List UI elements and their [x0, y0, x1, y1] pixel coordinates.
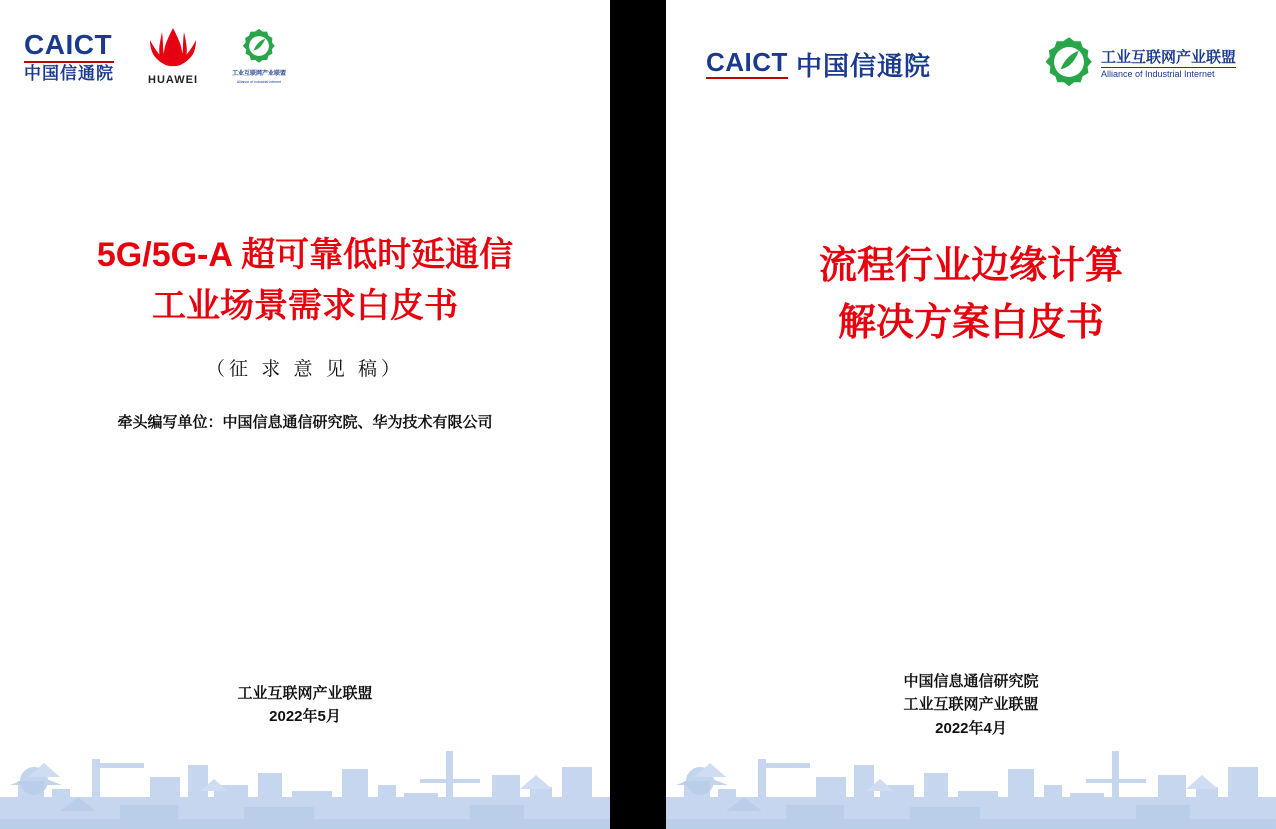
caict-logo-en: CAICT — [24, 28, 113, 60]
page2-title-block — [666, 238, 1276, 352]
huawei-flower-icon — [142, 26, 204, 72]
aii-logo-en: Alliance of Industrial Internet — [1100, 69, 1215, 80]
huawei-logo — [142, 26, 204, 86]
caict-logo — [24, 28, 114, 83]
aii-logo — [1043, 36, 1236, 93]
page2-logo-row — [706, 36, 1236, 93]
footer-line-3: 2022年4月 — [935, 719, 1007, 737]
caict-logo-rule — [24, 61, 114, 63]
page-subtitle: （征 求 意 见 稿） — [205, 359, 405, 380]
page1-title-block — [0, 230, 610, 432]
caict-logo-en: CAICT — [706, 46, 788, 77]
page1-footer-block — [0, 682, 610, 729]
skyline-decoration — [0, 719, 610, 829]
huawei-logo-label: HUAWEI — [148, 74, 198, 86]
page2-footer-block — [666, 670, 1276, 740]
aii-logo-en: Alliance of Industrial Internet — [236, 80, 282, 85]
footer-line-1: 中国信息通信研究院 — [903, 673, 1039, 690]
page-title-line-2: 工业场景需求白皮书 — [152, 287, 458, 325]
aii-logo-text — [1101, 49, 1236, 80]
caict-logo-rule — [706, 77, 788, 79]
footer-line-1: 工业互联网产业联盟 — [237, 685, 373, 702]
aii-logo-cn: 工业互联网产业联盟 — [232, 70, 287, 77]
aii-logo-cn: 工业互联网产业联盟 — [1100, 49, 1236, 67]
document-page-1 — [0, 0, 610, 829]
page-byline: 牵头编写单位：中国信息通信研究院、华为技术有限公司 — [117, 414, 493, 431]
aii-logo — [232, 28, 286, 85]
page1-logo-row — [24, 26, 286, 86]
aii-gear-icon — [241, 28, 277, 69]
aii-logo-rule — [1101, 67, 1236, 68]
caict-logo — [706, 46, 931, 83]
aii-logo-text — [232, 71, 286, 85]
caict-logo-cn: 中国信通院 — [24, 63, 114, 83]
page-title-line-2: 解决方案白皮书 — [837, 302, 1104, 344]
aii-gear-icon — [1043, 36, 1095, 93]
footer-line-2: 2022年5月 — [269, 708, 341, 726]
document-page-2 — [666, 0, 1276, 829]
caict-logo-cn: 中国信通院 — [795, 51, 931, 81]
page-title-line-1: 5G/5G-A 超可靠低时延通信 — [96, 236, 514, 274]
caict-logo-mark — [706, 46, 788, 81]
page-gutter — [610, 0, 666, 829]
footer-line-2: 工业互联网产业联盟 — [903, 696, 1039, 714]
page-title-line-1: 流程行业边缘计算 — [818, 245, 1123, 287]
